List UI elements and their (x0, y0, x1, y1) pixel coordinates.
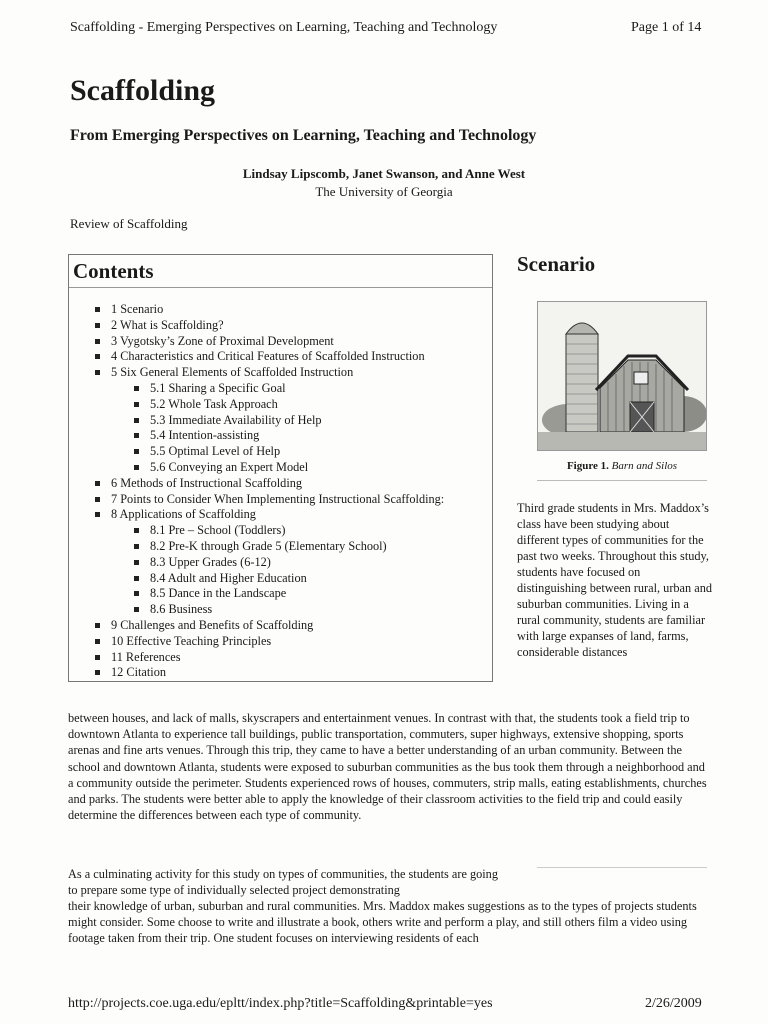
review-link[interactable]: Review of Scaffolding (70, 216, 188, 231)
figure-divider (537, 480, 707, 481)
contents-item[interactable]: 8.5 Dance in the Landscape (69, 586, 444, 602)
barn-silo-image (537, 301, 707, 451)
scenario-paragraph-1: between houses, and lack of malls, skyscrapers and entertainment venues. In contrast with that, the students took a field trip to downtown Atlanta to experience tall buildings, public transportation, commuters, super highways, extensive shopping, sports arenas and fine arts venues. Through this trip, they came to have a better understanding of an urban community. Between the school and downtown Atlanta, students were exposed to suburban communities as the bus took them through a neighborhood and a community outside the perimeter. Students experienced rows of houses, commuters, strip malls, eating establishments, churches and parks. The students were better able to apply the knowledge of their classroom activities to the field trip and could easily determine the differences between each type of community. (68, 711, 707, 823)
scenario-paragraph-2-cont: their knowledge of urban, suburban and rural communities. Mrs. Maddox makes suggestions as to the types of projects students might consider. Some choose to write and illustrate a book, others write and perform a play, and still others film a video using footage taken from their trip. One student focuses on interviewing residents of each (68, 899, 697, 946)
page-subtitle: From Emerging Perspectives on Learning, Teaching and Technology (70, 127, 537, 144)
contents-item[interactable]: 8.6 Business (69, 602, 444, 618)
contents-item[interactable]: 8.1 Pre – School (Toddlers) (69, 523, 444, 539)
figure-label: Figure 1. (566, 460, 609, 472)
contents-item[interactable]: 5.3 Immediate Availability of Help (69, 413, 444, 429)
contents-item[interactable]: 8.2 Pre-K through Grade 5 (Elementary School) (69, 539, 444, 555)
contents-item[interactable]: 1 Scenario (69, 302, 444, 318)
page-number: Page 1 of 14 (631, 20, 702, 35)
contents-item[interactable]: 10 Effective Teaching Principles (69, 634, 444, 650)
university: The University of Georgia (315, 184, 453, 199)
footer-url: http://projects.coe.uga.edu/epltt/index.php?title=Scaffolding&printable=yes (68, 996, 493, 1011)
contents-item[interactable]: 5 Six General Elements of Scaffolded Instruction (69, 365, 444, 381)
figure-caption-text: Barn and Silos (611, 460, 678, 472)
contents-item[interactable]: 9 Challenges and Benefits of Scaffolding (69, 618, 444, 634)
contents-list (69, 302, 444, 681)
contents-item[interactable]: 5.5 Optimal Level of Help (69, 444, 444, 460)
contents-title: Contents (73, 259, 154, 283)
contents-item[interactable]: 5.1 Sharing a Specific Goal (69, 381, 444, 397)
float-placeholder (537, 867, 707, 868)
scenario-heading: Scenario (517, 252, 596, 276)
page-title: Scaffolding (70, 74, 216, 107)
contents-item[interactable]: 5.4 Intention-assisting (69, 428, 444, 444)
contents-item[interactable]: 5.6 Conveying an Expert Model (69, 460, 444, 476)
contents-divider (69, 287, 492, 288)
scenario-intro-text: Third grade students in Mrs. Maddox’s class have been studying about different types of communities for the past two weeks. Throughout this study, students have focused on distinguishing between rural, urban and suburban communities. Living in a rural community, students are familiar with large expanses of land, farms, considerable distances (517, 501, 712, 659)
contents-item[interactable]: 8 Applications of Scaffolding (69, 507, 444, 523)
contents-item[interactable]: 6 Methods of Instructional Scaffolding (69, 476, 444, 492)
header-title: Scaffolding - Emerging Perspectives on Learning, Teaching and Technology (70, 20, 498, 35)
contents-item[interactable]: 2 What is Scaffolding? (69, 318, 444, 334)
contents-item[interactable]: 8.4 Adult and Higher Education (69, 571, 444, 587)
barn-silo-illustration (538, 302, 706, 450)
contents-item[interactable]: 8.3 Upper Grades (6-12) (69, 555, 444, 571)
footer-date: 2/26/2009 (645, 996, 702, 1011)
scenario-paragraph-2-start: As a culminating activity for this study on types of communities, the students are going to prepare some type of individually selected project demonstrating (68, 867, 498, 898)
contents-item[interactable]: 4 Characteristics and Critical Features of Scaffolded Instruction (69, 349, 444, 365)
contents-item[interactable]: 11 References (69, 650, 444, 666)
contents-item[interactable]: 5.2 Whole Task Approach (69, 397, 444, 413)
figure-caption (537, 460, 707, 472)
contents-item[interactable]: 12 Citation (69, 665, 444, 681)
contents-item[interactable]: 3 Vygotsky’s Zone of Proximal Development (69, 334, 444, 350)
contents-item[interactable]: 7 Points to Consider When Implementing Instructional Scaffolding: (69, 492, 444, 508)
table-of-contents (68, 254, 493, 682)
authors: Lindsay Lipscomb, Janet Swanson, and Anne West (242, 166, 526, 181)
